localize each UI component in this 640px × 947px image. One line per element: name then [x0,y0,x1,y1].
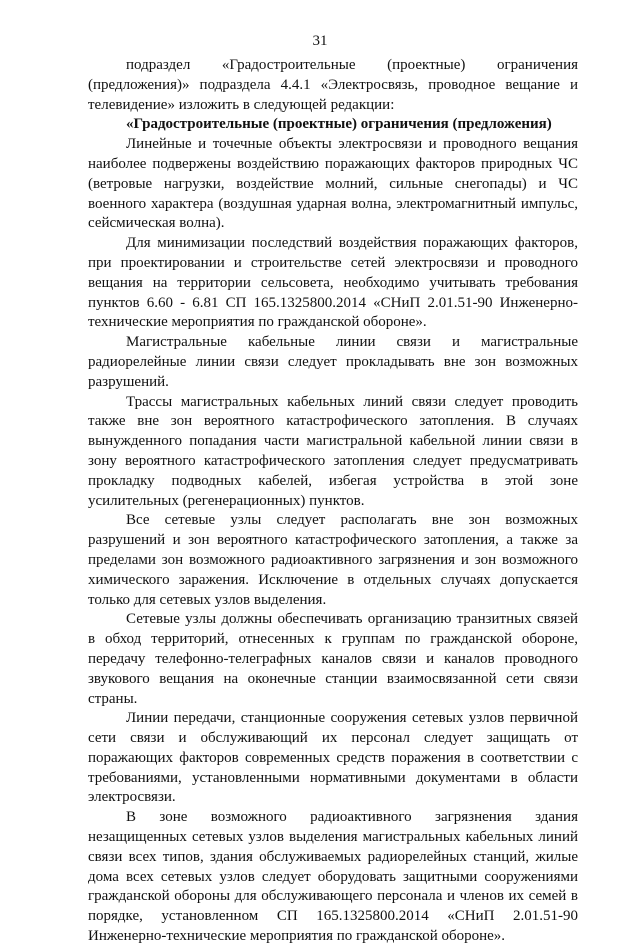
paragraph-transit: Сетевые узлы должны обеспечивать организацию транзитных связей в обход территорий, отнесенных к группам по гражданской обороне, передачу телефонно-телеграфных каналов связи и каналов проводного звукового вещания на оконечные станции взаимосвязанной сети связи страны. [88,611,578,707]
paragraph-trunk-lines: Магистральные кабельные линии связи и магистральные радиорелейные линии связи следует прокладывать вне зон возможных разрушений. [88,334,578,390]
paragraph-flooding: Трассы магистральных кабельных линий связи следует проводить также вне зон вероятного катастрофического затопления. В случаях вынужденного попадания части магистральной кабельной линии связи в зону вероятного катастрофического затопления следует предусматривать прокладку подводных кабелей, избегая устройства в этой зоне усилительных (регенерационных) пунктов. [88,393,578,509]
paragraph-requirements: Для минимизации последствий воздействия поражающих факторов, при проектировании и строительстве сетей электросвязи и проводного вещания на территории сельсовета, необходимо учитывать требования пунктов 6.60 - 6.81 СП 165.1325800.2014 «СНиП 2.01.51-90 Инженерно-технические мероприятия по гражданской обороне». [88,235,578,331]
page-number: 31 [312,33,328,49]
paragraph-network-nodes: Все сетевые узлы следует располагать вне зон возможных разрушений и зон вероятного катастрофического затопления, а также за пределами зон возможного радиоактивного загрязнения и зон возможного химического заражения. Исключение в отдельных случаях допускается только для сетевых узлов выделения. [88,512,578,608]
paragraph-protection: Линии передачи, станционные сооружения сетевых узлов первичной сети связи и обслуживающий их персонал следует защищать от поражающих факторов современных средств поражения в соответствии с требованиями, установленными нормативными документами в области электросвязи. [88,710,578,806]
intro-paragraph: подраздел «Градостроительные (проектные) ограничения (предложения)» подраздела 4.4.1 «Электросвязь, проводное вещание и телевидение» изложить в следующей редакции: [88,57,578,113]
paragraph-shelters: В зоне возможного радиоактивного загрязнения здания незащищенных сетевых узлов выделения магистральных кабельных линий связи всех типов, здания обслуживаемых радиорелейных станций, жилые дома всех сетевых узлов следует оборудовать защитными сооружениями гражданской обороны для обслуживающего персонала и членов их семей в порядке, установленном СП 165.1325800.2014 «СНиП 2.01.51-90 Инженерно-технические мероприятия по гражданской обороне». [88,809,578,945]
paragraph-vulnerability: Линейные и точечные объекты электросвязи и проводного вещания наиболее подвержены воздействию поражающих факторов природных ЧС (ветровые нагрузки, воздействие молний, сильные снегопады) и ЧС военного характера (воздушная ударная волна, электромагнитный импульс, сейсмическая волна). [88,136,578,232]
section-heading: «Градостроительные (проектные) ограничения (предложения) [126,116,552,133]
document-body [88,56,578,947]
